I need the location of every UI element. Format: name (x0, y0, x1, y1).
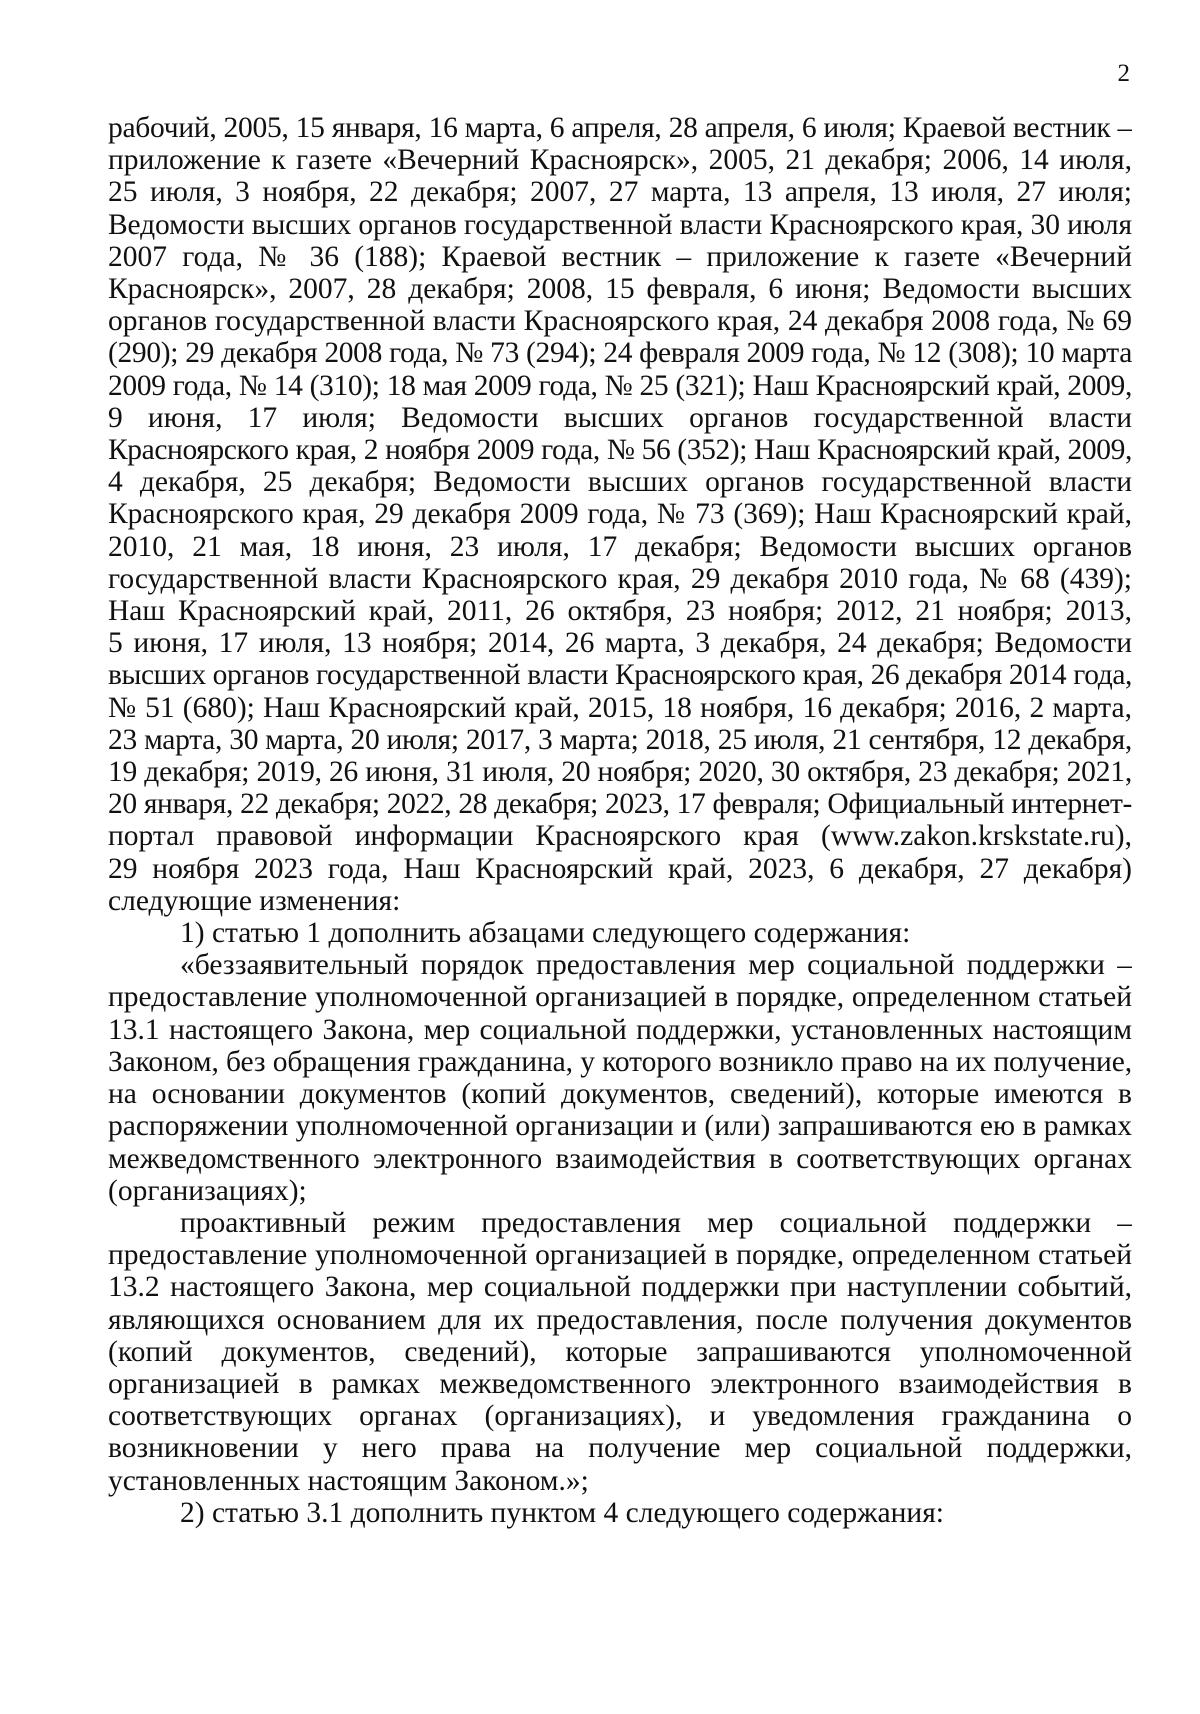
text-line: организацией в рамках межведомственного электронного взаимодействия в (108, 1367, 1132, 1400)
text-line: на основании документов (копий документов, сведений), которые имеются в (108, 1078, 1132, 1111)
text-line: 4 декабря, 25 декабря; Ведомости высших органов государственной власти (108, 466, 1132, 499)
text-line: 5 июня, 17 июля, 13 ноября; 2014, 26 марта, 3 декабря, 24 декабря; Ведомости (108, 627, 1132, 660)
text-line: (290); 29 декабря 2008 года, № 73 (294); 24 февраля 2009 года, № 12 (308); 10 марта (108, 337, 1132, 370)
text-line: 23 марта, 30 марта, 20 июля; 2017, 3 марта; 2018, 25 июля, 21 сентября, 12 декабря, (108, 723, 1132, 756)
text-line: (организациях); (108, 1174, 307, 1207)
text-line: Наш Красноярский край, 2011, 26 октября, 23 ноября; 2012, 21 ноября; 2013, (108, 595, 1132, 628)
text-line: государственной власти Красноярского края, 29 декабря 2010 года, № 68 (439); (108, 562, 1132, 595)
text-line: высших органов государственной власти Красноярского края, 26 декабря 2014 года, (108, 659, 1132, 692)
text-line: 2010, 21 мая, 18 июня, 23 июля, 17 декабря; Ведомости высших органов (108, 530, 1132, 563)
text-line: Законом, без обращения гражданина, у которого возникло право на их получение, (108, 1045, 1132, 1078)
text-line: органов государственной власти Красноярского края, 24 декабря 2008 года, № 69 (108, 305, 1132, 338)
text-line: Красноярского края, 29 декабря 2009 года, № 73 (369); Наш Красноярский край, (108, 498, 1132, 531)
text-line: портал правовой информации Красноярского края (www.zakon.krskstate.ru), (108, 820, 1132, 853)
text-line: предоставление уполномоченной организацией в порядке, определенном статьей (108, 981, 1132, 1014)
text-line: (копий документов, сведений), которые запрашиваются уполномоченной (108, 1335, 1132, 1368)
text-line: 13.2 настоящего Закона, мер социальной поддержки при наступлении событий, (108, 1271, 1132, 1304)
text-line: предоставление уполномоченной организацией в порядке, определенном статьей (108, 1239, 1132, 1272)
text-line: 25 июля, 3 ноября, 22 декабря; 2007, 27 марта, 13 апреля, 13 июля, 27 июля; (108, 176, 1132, 209)
text-line: 9 июня, 17 июля; Ведомости высших органов государственной власти (108, 401, 1132, 434)
text-line: Ведомости высших органов государственной власти Красноярского края, 30 июля (108, 208, 1132, 241)
page-number: 2 (1117, 60, 1130, 87)
text-line: проактивный режим предоставления мер социальной поддержки – (180, 1206, 1132, 1239)
text-line: являющихся основанием для их предоставления, после получения документов (108, 1303, 1132, 1336)
text-line: 13.1 настоящего Закона, мер социальной поддержки, установленных настоящим (108, 1013, 1132, 1046)
text-line: Красноярск», 2007, 28 декабря; 2008, 15 февраля, 6 июня; Ведомости высших (108, 273, 1132, 306)
text-line: 1) статью 1 дополнить абзацами следующего содержания: (180, 917, 911, 950)
text-line: «беззаявительный порядок предоставления мер социальной поддержки – (180, 949, 1132, 982)
text-line: соответствующих органах (организациях), и уведомления гражданина о (108, 1400, 1132, 1433)
text-line: следующие изменения: (108, 884, 401, 917)
document-body (108, 112, 1132, 1529)
text-line: № 51 (680); Наш Красноярский край, 2015, 18 ноября, 16 декабря; 2016, 2 марта, (108, 691, 1132, 724)
text-line: 29 ноября 2023 года, Наш Красноярский край, 2023, 6 декабря, 27 декабря) (108, 852, 1132, 885)
text-line: распоряжении уполномоченной организации и (или) запрашиваются ею в рамках (108, 1110, 1132, 1143)
text-line: 2) статью 3.1 дополнить пунктом 4 следующего содержания: (180, 1496, 944, 1529)
text-line: 2007 года, № 36 (188); Краевой вестник – приложение к газете «Вечерний (108, 240, 1132, 273)
text-line: 2009 года, № 14 (310); 18 мая 2009 года, № 25 (321); Наш Красноярский край, 2009, (108, 369, 1132, 402)
text-line: 20 января, 22 декабря; 2022, 28 декабря; 2023, 17 февраля; Официальный интернет- (108, 788, 1132, 821)
text-line: рабочий, 2005, 15 января, 16 марта, 6 апреля, 28 апреля, 6 июля; Краевой вестник – (108, 112, 1132, 144)
text-line: установленных настоящим Законом.»; (108, 1464, 589, 1497)
text-line: приложение к газете «Вечерний Красноярск», 2005, 21 декабря; 2006, 14 июля, (108, 144, 1132, 177)
text-line: 19 декабря; 2019, 26 июня, 31 июля, 20 ноября; 2020, 30 октября, 23 декабря; 2021, (108, 756, 1132, 789)
text-line: межведомственного электронного взаимодействия в соответствующих органах (108, 1142, 1132, 1175)
text-line: возникновении у него права на получение мер социальной поддержки, (108, 1432, 1132, 1465)
text-line: Красноярского края, 2 ноября 2009 года, № 56 (352); Наш Красноярский край, 2009, (108, 434, 1132, 467)
